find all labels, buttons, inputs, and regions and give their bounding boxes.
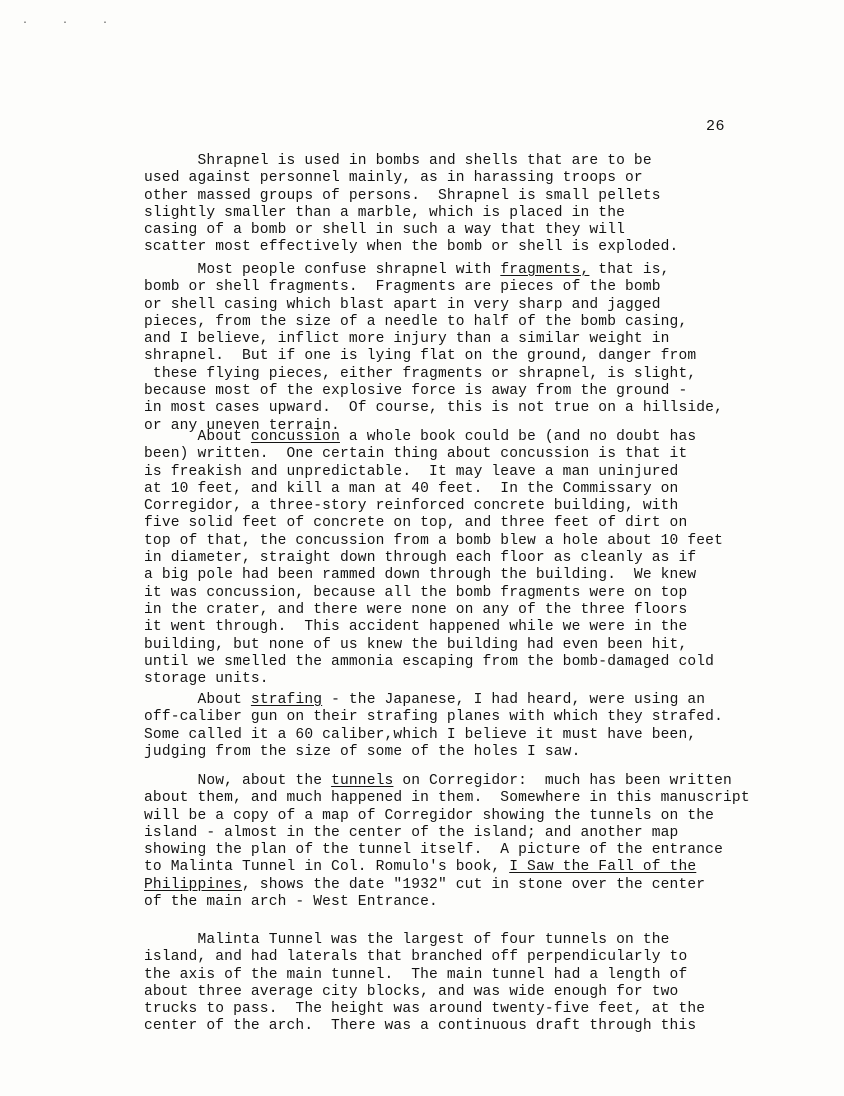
text-segment: trucks to pass. The height was around twenty-five feet, at the	[144, 1001, 706, 1018]
text-line	[144, 709, 723, 726]
text-line	[144, 1018, 705, 1035]
text-segment: other massed groups of persons. Shrapnel is small pellets	[144, 187, 661, 204]
text-line	[144, 619, 723, 636]
text-line	[144, 383, 723, 400]
text-segment: about them, and much happened in them. Somewhere in this manuscript	[144, 790, 750, 807]
text-segment: or shell casing which blast apart in very sharp and jagged	[144, 296, 661, 313]
scan-specks: · · ·	[22, 18, 123, 29]
text-line	[144, 859, 750, 876]
text-segment: Now, about the	[144, 773, 332, 789]
text-segment: casing of a bomb or shell in such a way that they will	[144, 222, 626, 239]
text-segment: been) written. One certain thing about concussion is that it	[144, 446, 688, 463]
paragraph-fragments	[144, 262, 723, 435]
text-segment: top of that, the concussion from a bomb blew a hole about 10 feet	[144, 532, 723, 549]
text-line	[144, 533, 723, 550]
text-line	[144, 1001, 705, 1018]
text-line	[144, 727, 723, 744]
text-line	[144, 602, 723, 619]
text-segment: Corregidor, a three-story reinforced concrete building, with	[144, 498, 679, 515]
paragraph-concussion	[144, 429, 723, 688]
text-line	[144, 153, 678, 170]
underlined-text: I Saw the Fall of the	[509, 859, 697, 876]
text-line	[144, 585, 723, 602]
text-segment: showing the plan of the tunnel itself. A picture of the entrance	[144, 842, 723, 859]
text-segment: about three average city blocks, and was wide enough for two	[144, 983, 679, 1000]
text-segment: in most cases upward. Of course, this is not true on a hillside,	[144, 400, 723, 417]
text-line	[144, 239, 678, 256]
text-segment: that is,	[589, 262, 670, 278]
text-segment: island - almost in the center of the island; and another map	[144, 824, 679, 841]
underlined-text: strafing	[250, 692, 323, 708]
paragraph-strafing	[144, 692, 723, 761]
text-segment: the axis of the main tunnel. The main tunnel had a length of	[144, 966, 688, 983]
underlined-text: Philippines	[144, 876, 242, 893]
text-line	[144, 790, 750, 807]
text-segment: bomb or shell fragments. Fragments are pieces of the bomb	[144, 279, 661, 296]
text-line	[144, 429, 723, 446]
text-segment: in diameter, straight down through each floor as cleanly as if	[144, 550, 697, 567]
underlined-text: tunnels	[331, 773, 394, 789]
text-line	[144, 446, 723, 463]
text-segment: in the crater, and there were none on any of the three floors	[144, 601, 688, 618]
page-number: 26	[706, 118, 726, 135]
text-line	[144, 550, 723, 567]
text-line	[144, 825, 750, 842]
paragraph-shrapnel	[144, 153, 678, 257]
text-line	[144, 262, 723, 279]
text-segment: these flying pieces, either fragments or shrapnel, is slight,	[144, 365, 697, 382]
text-line	[144, 949, 705, 966]
paragraph-malinta-tunnel	[144, 932, 705, 1036]
text-segment: About	[144, 429, 251, 445]
text-segment: , shows the date "1932" cut in stone over the center	[241, 876, 706, 893]
text-segment: - the Japanese, I had heard, were using an	[322, 692, 706, 708]
text-line	[144, 400, 723, 417]
text-line	[144, 348, 723, 365]
text-line	[144, 567, 723, 584]
text-segment: Malinta Tunnel was the largest of four tunnels on the	[144, 932, 670, 948]
text-segment: it was concussion, because all the bomb fragments were on top	[144, 584, 688, 601]
text-segment: Shrapnel is used in bombs and shells that are to be	[144, 153, 652, 169]
text-segment: building, but none of us knew the building had even been hit,	[144, 636, 688, 653]
text-line	[144, 894, 750, 911]
text-line	[144, 297, 723, 314]
paragraph-tunnels	[144, 773, 750, 911]
text-line	[144, 967, 705, 984]
text-segment: and I believe, inflict more injury than a similar weight in	[144, 331, 670, 348]
text-line	[144, 279, 723, 296]
text-segment: island, and had laterals that branched off perpendicularly to	[144, 949, 688, 966]
text-line	[144, 331, 723, 348]
text-segment: of the main arch - West Entrance.	[144, 894, 438, 911]
text-line	[144, 654, 723, 671]
text-segment: on Corregidor: much has been written	[393, 773, 732, 789]
text-segment: pieces, from the size of a needle to half of the bomb casing,	[144, 313, 688, 330]
text-line	[144, 515, 723, 532]
text-line	[144, 671, 723, 688]
text-line	[144, 464, 723, 481]
text-line	[144, 222, 678, 239]
text-segment: will be a copy of a map of Corregidor showing the tunnels on the	[144, 807, 715, 824]
text-line	[144, 808, 750, 825]
text-line	[144, 366, 723, 383]
text-line	[144, 932, 705, 949]
text-segment: or any uneven terrain.	[144, 417, 340, 434]
text-segment: scatter most effectively when the bomb or shell is exploded.	[144, 239, 679, 256]
text-segment: center of the arch. There was a continuous draft through this	[144, 1018, 697, 1035]
text-segment: at 10 feet, and kill a man at 40 feet. In the Commissary on	[144, 480, 679, 497]
underlined-text: concussion	[250, 429, 340, 445]
text-line	[144, 842, 750, 859]
text-segment: it went through. This accident happened while we were in the	[144, 619, 688, 636]
text-line	[144, 205, 678, 222]
text-line	[144, 170, 678, 187]
text-line	[144, 877, 750, 894]
text-line	[144, 744, 723, 761]
text-segment: Most people confuse shrapnel with	[144, 262, 501, 278]
text-segment: Some called it a 60 caliber,which I believe it must have been,	[144, 726, 697, 743]
text-segment: shrapnel. But if one is lying flat on the ground, danger from	[144, 348, 697, 365]
text-segment: a big pole had been rammed down through the building. We knew	[144, 567, 697, 584]
text-line	[144, 498, 723, 515]
text-line	[144, 984, 705, 1001]
text-segment: because most of the explosive force is away from the ground -	[144, 383, 688, 400]
text-segment: off-caliber gun on their strafing planes with which they strafed.	[144, 709, 723, 726]
text-line	[144, 188, 678, 205]
text-segment: About	[144, 692, 251, 708]
text-line	[144, 481, 723, 498]
underlined-text: fragments,	[500, 262, 590, 278]
text-segment: to Malinta Tunnel in Col. Romulo's book,	[144, 859, 510, 876]
text-line	[144, 692, 723, 709]
text-segment: used against personnel mainly, as in harassing troops or	[144, 170, 643, 187]
text-segment: until we smelled the ammonia escaping from the bomb-damaged cold	[144, 653, 715, 670]
text-segment: five solid feet of concrete on top, and three feet of dirt on	[144, 515, 688, 532]
text-segment: slightly smaller than a marble, which is placed in the	[144, 204, 626, 221]
text-segment: a whole book could be (and no doubt has	[339, 429, 697, 445]
text-segment: storage units.	[144, 671, 269, 688]
text-segment: judging from the size of some of the holes I saw.	[144, 743, 581, 760]
text-line	[144, 637, 723, 654]
text-line	[144, 314, 723, 331]
text-line	[144, 773, 750, 790]
text-segment: is freakish and unpredictable. It may leave a man uninjured	[144, 463, 679, 480]
